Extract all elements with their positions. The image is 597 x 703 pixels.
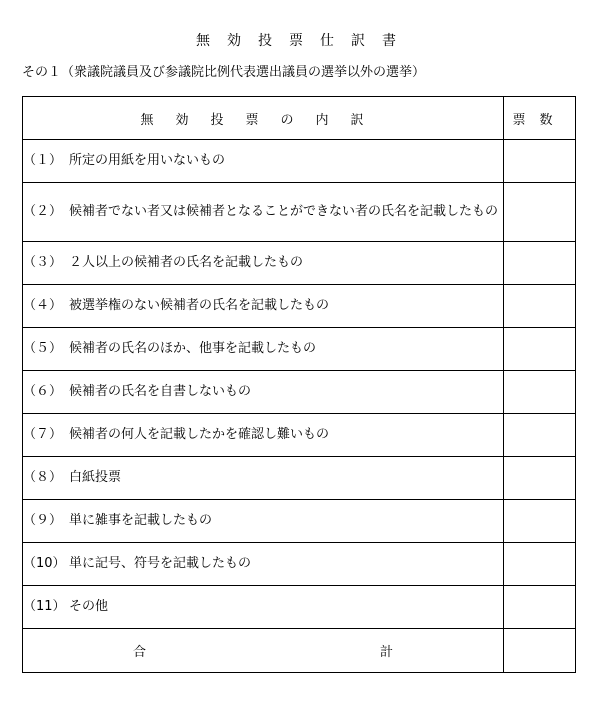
row-text: 候補者の氏名のほか、他事を記載したもの	[69, 341, 317, 356]
vote-count-cell[interactable]	[504, 586, 576, 629]
total-label-left: 合	[133, 645, 147, 660]
invalid-vote-table	[22, 96, 576, 673]
vote-count-cell[interactable]	[504, 371, 576, 414]
row-number: （２）	[23, 204, 63, 219]
row-item	[23, 328, 504, 371]
row-item	[23, 543, 504, 586]
row-number: （７）	[23, 427, 63, 442]
document-subtitle: その１（衆議院議員及び参議院比例代表選出議員の選挙以外の選挙）	[22, 65, 426, 80]
row-number: （８）	[23, 470, 63, 485]
row-text: 被選挙権のない候補者の氏名を記載したもの	[69, 298, 330, 313]
vote-count-cell[interactable]	[504, 500, 576, 543]
row-number: （５）	[23, 341, 63, 356]
row-number: （６）	[23, 384, 63, 399]
row-number: （９）	[23, 513, 63, 528]
row-item	[23, 183, 504, 242]
row-text: ２人以上の候補者の氏名を記載したもの	[69, 255, 304, 270]
vote-count-cell[interactable]	[504, 242, 576, 285]
total-row	[23, 629, 576, 673]
vote-count-cell[interactable]	[504, 543, 576, 586]
table-row	[23, 183, 576, 242]
vote-count-cell[interactable]	[504, 457, 576, 500]
vote-count-cell[interactable]	[504, 140, 576, 183]
table-header-row	[23, 97, 576, 140]
row-text: 候補者の氏名を自書しないもの	[69, 384, 252, 399]
row-item	[23, 500, 504, 543]
row-item	[23, 457, 504, 500]
row-text: 所定の用紙を用いないもの	[69, 153, 226, 168]
total-label-right: 計	[380, 645, 394, 660]
row-item	[23, 140, 504, 183]
table-row	[23, 140, 576, 183]
row-number: （３）	[23, 255, 63, 270]
row-text: 単に雑事を記載したもの	[69, 513, 213, 528]
row-number: （10）	[23, 556, 66, 571]
row-item	[23, 414, 504, 457]
row-item	[23, 371, 504, 414]
header-vote-count: 票数	[504, 97, 576, 140]
vote-count-cell[interactable]	[504, 285, 576, 328]
vote-count-cell[interactable]	[504, 414, 576, 457]
table-row	[23, 414, 576, 457]
row-text: その他	[69, 599, 109, 614]
row-item	[23, 285, 504, 328]
table-row	[23, 500, 576, 543]
header-breakdown: 無効投票の内訳	[23, 97, 504, 140]
row-text: 白紙投票	[69, 470, 122, 485]
table-row	[23, 328, 576, 371]
total-label-cell	[23, 629, 504, 673]
row-item	[23, 242, 504, 285]
row-text: 候補者の何人を記載したかを確認し難いもの	[69, 427, 330, 442]
document-title: 無効投票仕訳書	[196, 33, 413, 49]
vote-count-cell[interactable]	[504, 328, 576, 371]
row-text: 候補者でない者又は候補者となることができない者の氏名を記載したもの	[69, 204, 499, 219]
row-number: （１）	[23, 153, 63, 168]
total-count-cell[interactable]	[504, 629, 576, 673]
table-row	[23, 586, 576, 629]
table-row	[23, 285, 576, 328]
row-number: （４）	[23, 298, 63, 313]
table-row	[23, 457, 576, 500]
row-number: （11）	[23, 599, 66, 614]
table-row	[23, 242, 576, 285]
row-text: 単に記号、符号を記載したもの	[69, 556, 252, 571]
vote-count-cell[interactable]	[504, 183, 576, 242]
row-item	[23, 586, 504, 629]
table-row	[23, 371, 576, 414]
table-row	[23, 543, 576, 586]
